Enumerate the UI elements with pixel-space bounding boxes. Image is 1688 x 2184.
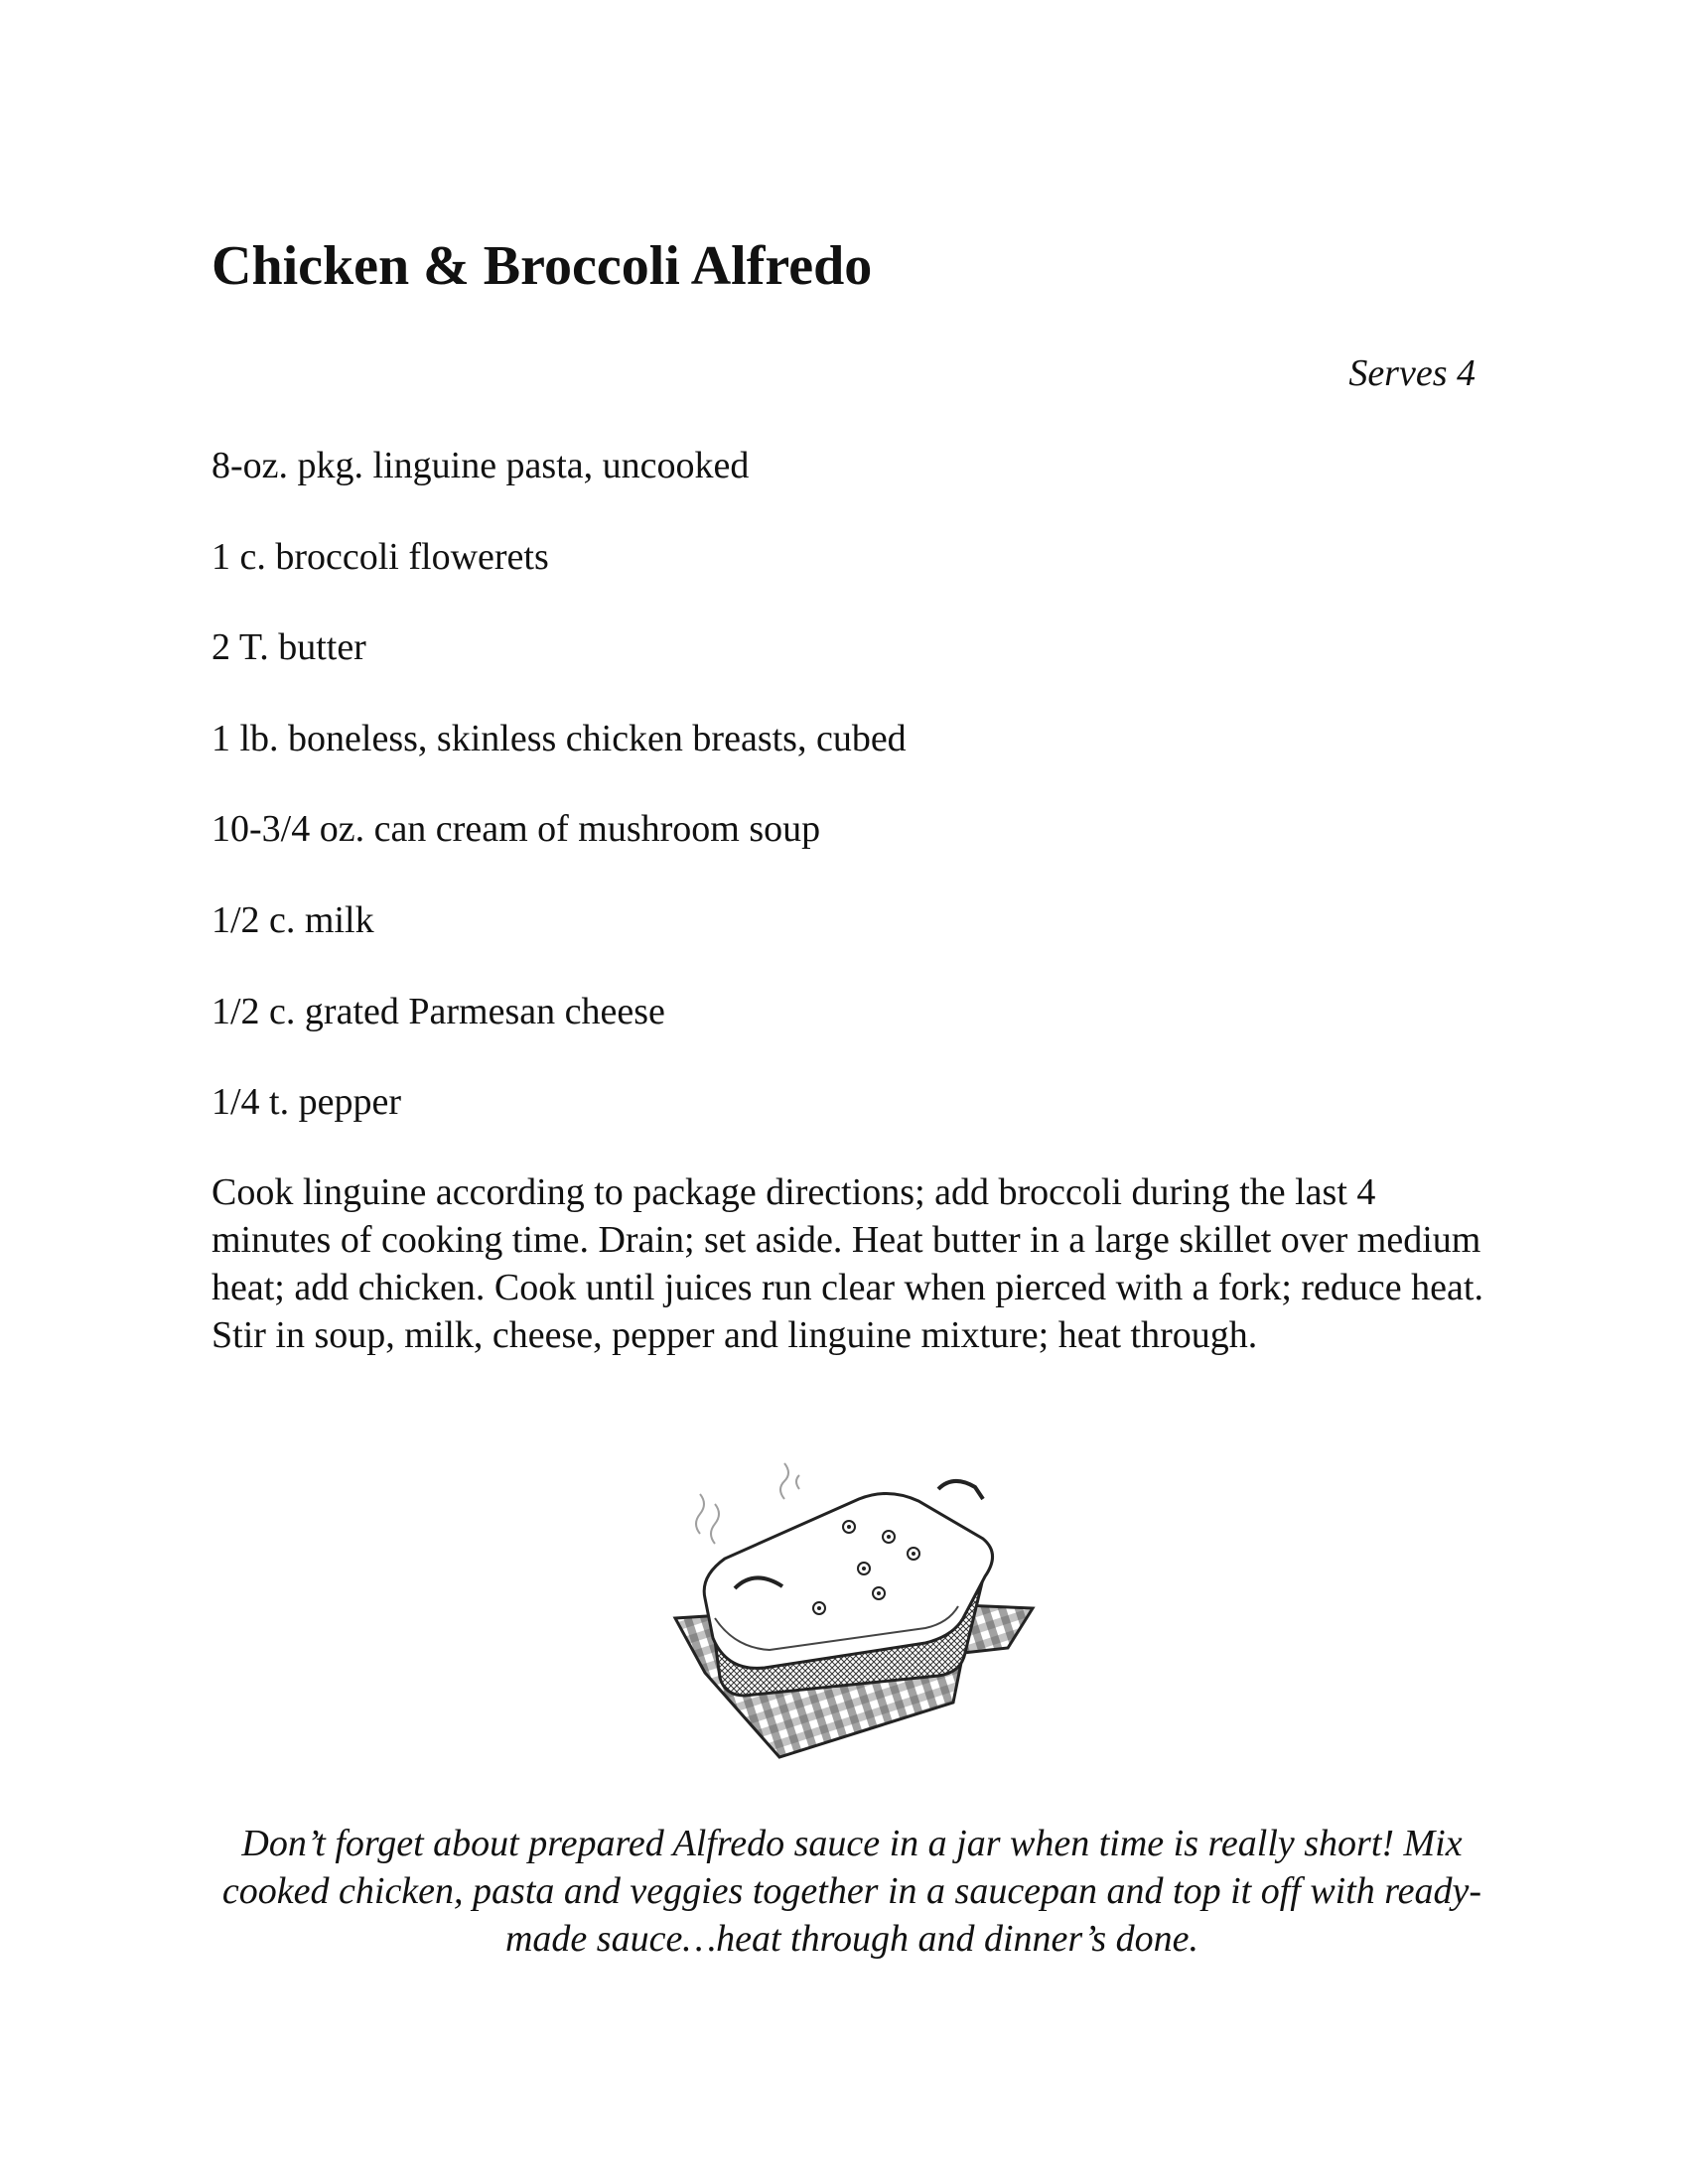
ingredient-item: 1/4 t. pepper xyxy=(211,1081,402,1124)
ingredient-item: 1/2 c. grated Parmesan cheese xyxy=(211,990,665,1032)
serving-size: Serves 4 xyxy=(1348,352,1476,394)
ingredient-item: 2 T. butter xyxy=(211,626,366,669)
recipe-title: Chicken & Broccoli Alfredo xyxy=(211,235,873,297)
recipe-tip: Don’t forget about prepared Alfredo sauce in a jar when time is really short! Mix cooked chicken, pasta and veggies together in a saucepan and top it off with ready-made sauce…heat through and dinner’s done. xyxy=(221,1823,1482,1960)
recipe-directions: Cook linguine according to package directions; add broccoli during the last 4 minutes of cooking time. Drain; set aside. Heat butter in a large skillet over medium heat; add chicken. Cook until juices run clear when pierced with a fork; reduce heat. Stir in soup, milk, cheese, pepper and linguine mixture; heat through. xyxy=(211,1171,1483,1356)
ingredient-list xyxy=(211,443,907,1170)
covered-casserole-dish-icon xyxy=(665,1459,1043,1767)
ingredient-item: 1 lb. boneless, skinless chicken breasts, cubed xyxy=(211,717,907,759)
ingredient-item: 1/2 c. milk xyxy=(211,898,374,941)
ingredient-item: 1 c. broccoli flowerets xyxy=(211,535,549,578)
ingredient-item: 10-3/4 oz. can cream of mushroom soup xyxy=(211,808,821,851)
ingredient-item: 8-oz. pkg. linguine pasta, uncooked xyxy=(211,445,750,486)
